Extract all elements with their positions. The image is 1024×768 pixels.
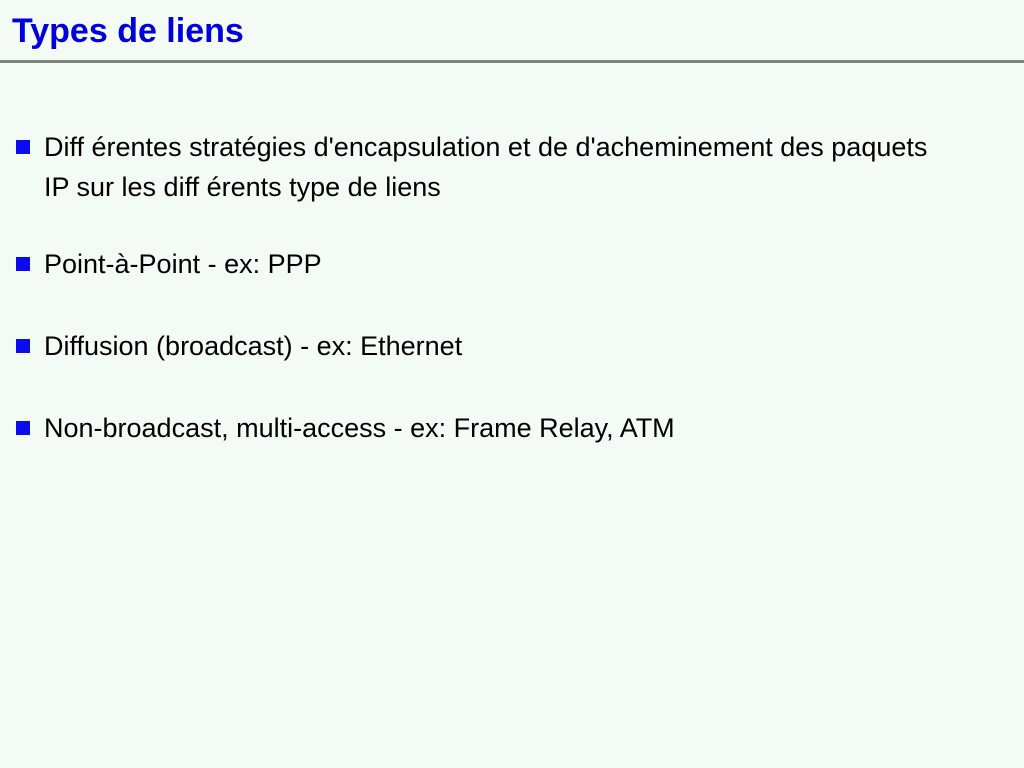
- list-item-line: Diff érentes stratégies d'encapsulation et de d'acheminement des paquets: [44, 132, 928, 162]
- bullet-square-icon: [16, 339, 30, 353]
- list-item: [16, 408, 1006, 448]
- title-divider: [0, 60, 1024, 63]
- list-item-text: [44, 326, 462, 366]
- list-item-line: Non-broadcast, multi-access - ex: Frame Relay, ATM: [44, 413, 675, 443]
- list-item: [16, 244, 1006, 284]
- list-item-text: [44, 244, 322, 284]
- bullet-square-icon: [16, 140, 30, 154]
- bullet-square-icon: [16, 257, 30, 271]
- list-item: [16, 127, 1006, 207]
- list-item-text: [44, 127, 927, 207]
- list-item: [16, 326, 1006, 366]
- list-item-line: Diffusion (broadcast) - ex: Ethernet: [44, 331, 463, 361]
- list-item-text: [44, 408, 675, 448]
- page-title: Types de liens: [12, 12, 244, 50]
- list-item-line: IP sur les diff érents type de liens: [44, 172, 441, 202]
- bullet-list: [16, 127, 1006, 448]
- list-item-line: Point-à-Point - ex: PPP: [44, 249, 322, 279]
- bullet-square-icon: [16, 421, 30, 435]
